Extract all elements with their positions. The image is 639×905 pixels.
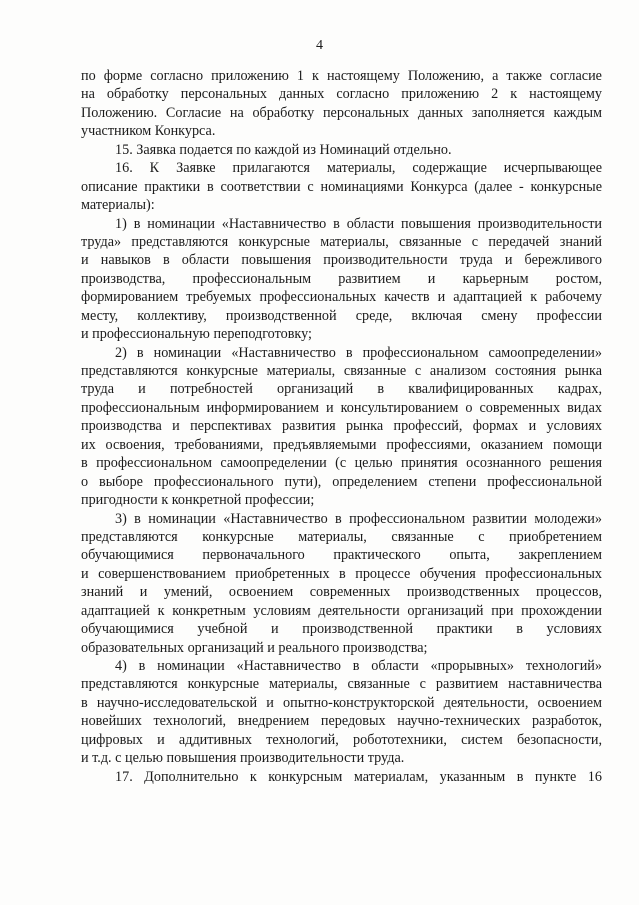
- text-line: представляются конкурсные материалы, связанные с развитием наставничества: [81, 676, 602, 693]
- text-line: 16. К Заявке прилагаются материалы, содержащие исчерпывающее: [115, 160, 602, 177]
- text-line: труда» представляются конкурсные материалы, связанные с передачей знаний: [81, 233, 602, 250]
- text-line: труда и потребностей организаций в квалифицированных кадрах,: [81, 381, 602, 398]
- text-line: на обработку персональных данных согласно приложению 2 к настоящему: [81, 86, 602, 103]
- text-line: 3) в номинации «Наставничество в профессиональном развитии молодежи»: [115, 510, 602, 527]
- text-line: в научно-исследовательской и опытно-конструкторской деятельности, освоением: [81, 694, 602, 711]
- text-line: обучающимися первоначального практического опыта, закреплением: [81, 547, 602, 564]
- text-line: 17. Дополнительно к конкурсным материалам, указанным в пункте 16: [115, 768, 602, 785]
- text-line: производства и перспективах развития рынка профессий, формах и условиях: [81, 418, 602, 435]
- text-line: 15. Заявка подается по каждой из Номинаций отдельно.: [115, 141, 452, 158]
- text-line: материалы):: [81, 197, 155, 214]
- text-line: знаний и умений, освоением современных производственных процессов,: [81, 584, 602, 601]
- text-line: формированием требуемых профессиональных качеств и адаптацией к рабочему: [81, 289, 602, 306]
- text-line: о выборе профессионального пути), определением степени профессиональной: [81, 473, 602, 490]
- text-line: и совершенствованием приобретенных в процессе обучения профессиональных: [81, 565, 602, 582]
- text-line: производства, профессиональным развитием и карьерным ростом,: [81, 270, 602, 287]
- text-line: профессиональным информированием и консультированием о современных видах: [81, 399, 602, 416]
- text-line: описание практики в соответствии с номинациями Конкурса (далее - конкурсные: [81, 178, 602, 195]
- text-line: обучающимися учебной и производственной практики в условиях: [81, 621, 602, 638]
- text-line: представляются конкурсные материалы, связанные с приобретением: [81, 528, 602, 545]
- text-line: и т.д. с целью повышения производительности труда.: [81, 750, 405, 767]
- text-line: Положению. Согласие на обработку персональных данных заполняется каждым: [81, 104, 602, 121]
- text-line: их освоения, требованиями, предъявляемыми профессиями, оказанием помощи: [81, 436, 602, 453]
- text-line: пригодности к конкретной профессии;: [81, 492, 315, 509]
- text-line: и навыков в области повышения производительности труда и бережливого: [81, 252, 602, 269]
- text-line: 2) в номинации «Наставничество в профессиональном самоопределении»: [115, 344, 602, 361]
- text-line: 1) в номинации «Наставничество в области повышения производительности: [115, 215, 602, 232]
- text-line: новейших технологий, внедрением передовых научно-технических разработок,: [81, 713, 602, 730]
- text-line: представляются конкурсные материалы, связанные с анализом состояния рынка: [81, 363, 602, 379]
- text-line: адаптацией к конкретным условиям деятельности организаций при прохождении: [81, 602, 602, 619]
- text-line: 4) в номинации «Наставничество в области «прорывных» технологий»: [115, 658, 602, 674]
- body-text: [81, 67, 602, 786]
- text-line: образовательных организаций и реального производства;: [81, 639, 428, 656]
- page-number: 4: [316, 38, 323, 53]
- text-line: месту, коллективу, производственной среде, включая смену профессии: [81, 307, 602, 324]
- text-line: участником Конкурса.: [81, 123, 216, 140]
- text-line: в профессиональном самоопределении (с целью принятия осознанного решения: [81, 455, 602, 472]
- text-line: по форме согласно приложению 1 к настоящему Положению, а также согласие: [81, 68, 602, 84]
- text-line: цифровых и аддитивных технологий, робототехники, систем безопасности,: [81, 731, 602, 748]
- text-line: и профессиональную переподготовку;: [81, 326, 312, 343]
